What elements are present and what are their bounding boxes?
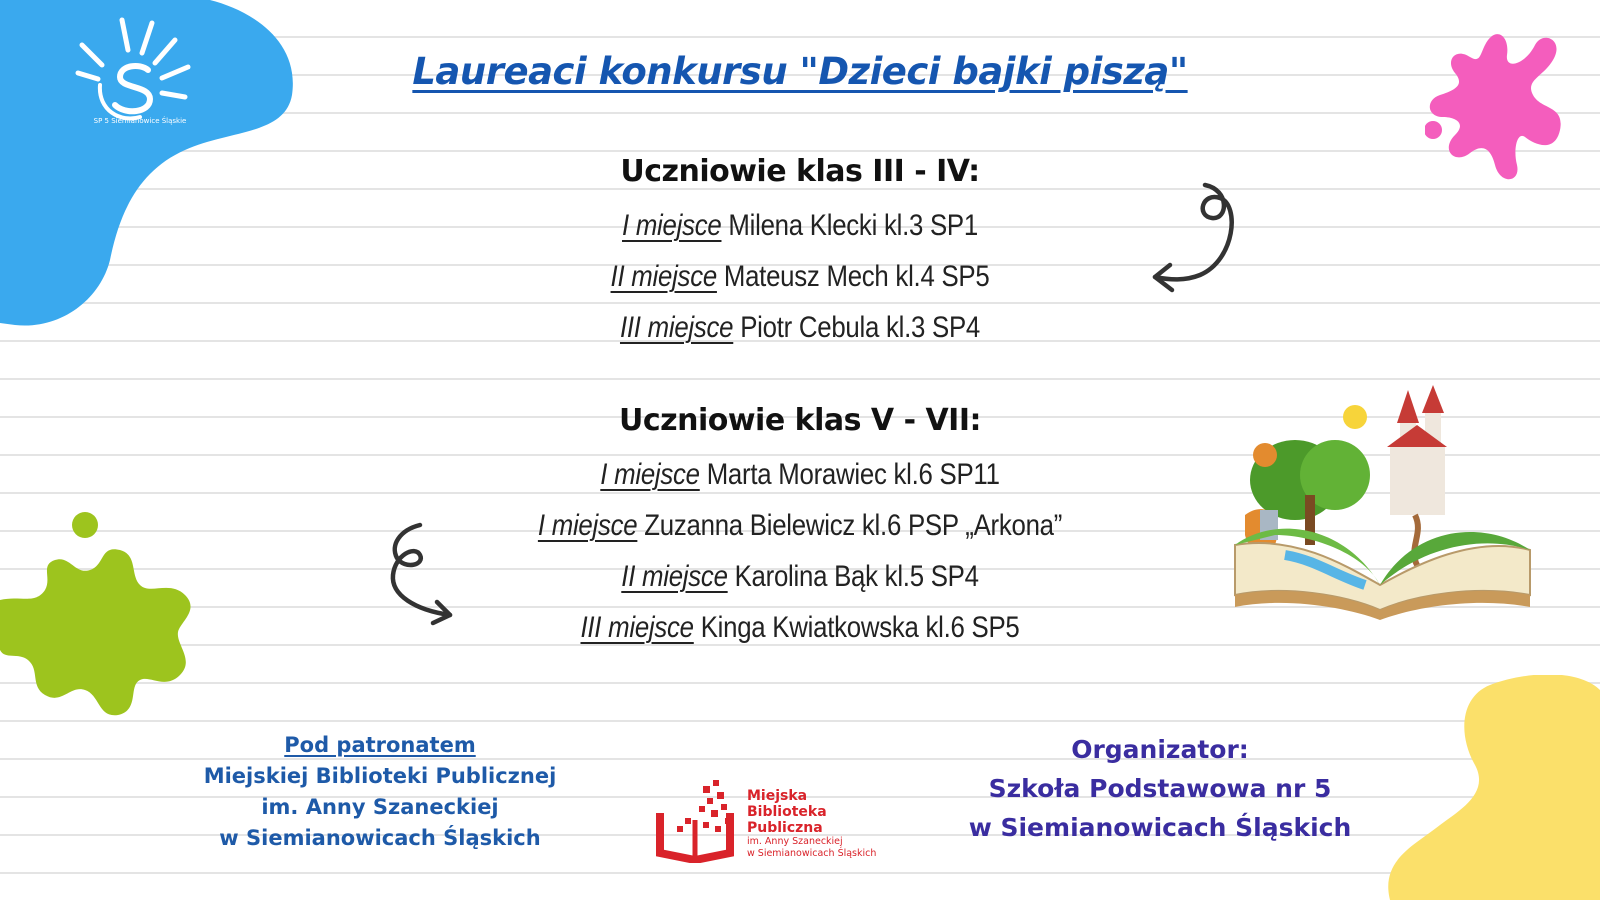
place-label: I miejsce — [600, 458, 700, 491]
winner-name: Kinga Kwiatkowska kl.6 SP5 — [700, 611, 1020, 644]
yellow-blob-decoration — [1380, 675, 1600, 900]
fairy-tale-book-illustration — [1215, 385, 1545, 620]
patron-heading: Pod patronatem — [284, 733, 476, 757]
organizer-line: w Siemianowicach Śląskich — [968, 813, 1352, 842]
winner-name: Milena Klecki kl.3 SP1 — [728, 209, 978, 242]
patron-line: w Siemianowicach Śląskich — [219, 826, 541, 850]
curly-arrow-icon — [385, 520, 475, 630]
library-logo-line: im. Anny Szaneckiej — [747, 836, 843, 847]
winner-row — [112, 251, 1488, 302]
winner-name: Mateusz Mech kl.4 SP5 — [723, 260, 990, 293]
page-title: Laureaci konkursu "Dzieci bajki piszą" — [412, 50, 1188, 93]
winner-name: Karolina Bąk kl.5 SP4 — [734, 560, 979, 593]
section-heading: Uczniowie klas III - IV: — [620, 154, 980, 189]
place-label: III miejsce — [619, 311, 734, 344]
place-label: II miejsce — [610, 260, 717, 293]
library-logo-text — [747, 788, 895, 860]
place-label: I miejsce — [537, 509, 638, 542]
patron-line: Miejskiej Biblioteki Publicznej — [203, 764, 557, 788]
winner-name: Zuzanna Bielewicz kl.6 PSP „Arkona” — [644, 509, 1063, 542]
section-grades-3-4 — [0, 150, 1600, 353]
place-label: I miejsce — [622, 209, 722, 242]
section-heading: Uczniowie klas V - VII: — [618, 403, 982, 438]
curly-arrow-icon — [1150, 180, 1250, 300]
library-logo-line: w Siemianowicach Śląskich — [747, 848, 877, 859]
library-logo — [655, 778, 895, 868]
winner-name: Marta Morawiec kl.6 SP11 — [706, 458, 1000, 491]
place-label: II miejsce — [621, 560, 728, 593]
winner-row — [112, 200, 1488, 251]
patron-line: im. Anny Szaneckiej — [261, 795, 499, 819]
winner-name: Piotr Cebula kl.3 SP4 — [740, 311, 981, 344]
library-book-icon — [655, 778, 740, 863]
library-logo-line: Miejska — [747, 788, 808, 804]
patron-block — [180, 730, 580, 854]
organizer-block — [950, 730, 1370, 847]
winner-row — [112, 302, 1488, 353]
place-label: III miejsce — [580, 611, 694, 644]
organizer-heading: Organizator: — [1071, 735, 1249, 764]
library-logo-line: Biblioteka Publiczna — [747, 804, 827, 836]
school-logo-text: SP 5 Siemianowice Śląskie — [93, 117, 187, 125]
organizer-line: Szkoła Podstawowa nr 5 — [988, 774, 1332, 803]
